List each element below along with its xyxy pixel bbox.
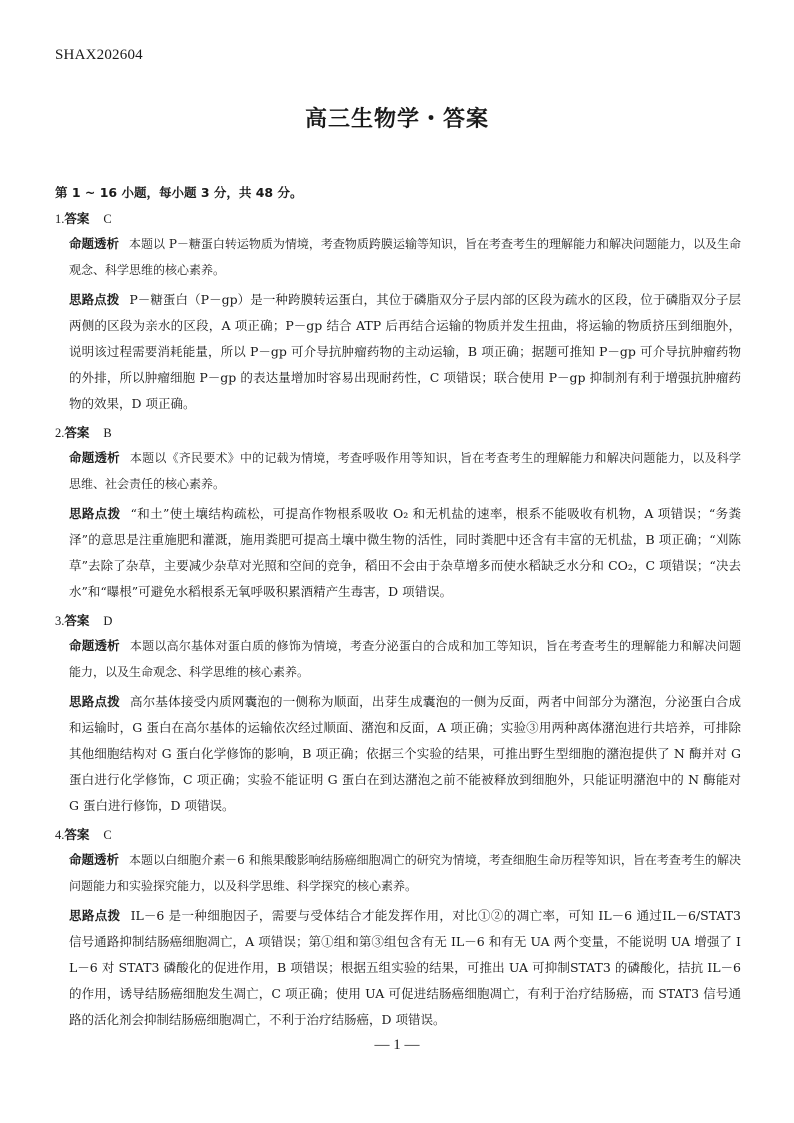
analysis-label: 命题透析 (69, 852, 120, 867)
question-number: 1. (55, 212, 65, 226)
page-number: — 1 — (374, 1037, 420, 1053)
analysis-text: 本题以《齐民要术》中的记载为情境，考查呼吸作用等知识，旨在考查考生的理解能力和解决问题能力，以及科学思维、社会责任的核心素养。 (69, 451, 741, 491)
explanation-label: 思路点拨 (69, 506, 121, 521)
analysis-text: 本题以白细胞介素－6 和熊果酸影响结肠癌细胞凋亡的研究为情境，考查细胞生命历程等知识，旨在考查考生的解决问题能力和实验探究能力，以及科学思维、科学探究的核心素养。 (69, 853, 741, 893)
explanation-text: 高尔基体接受内质网囊泡的一侧称为顺面，出芽生成囊泡的一侧为反面，两者中间部分为潴泡，分泌蛋白合成和运输时，G 蛋白在高尔基体的运输依次经过顺面、潴泡和反面，A 项正确；实验③用两种离体潴泡进行共培养，可排除其他细胞结构对 G 蛋白化学修饰的影响，B 项正确；依据三个实验的结果，可推出野生型细胞的潴泡提供了 N 酶并对 G 蛋白进行化学修饰，C 项正确；实验不能证明 G 蛋白在到达潴泡之前不能被释放到细胞外，只能证明潴泡中的 N 酶能对 G 蛋白进行修饰，D 项错误。 (69, 694, 741, 813)
question-2 (55, 421, 741, 605)
explanation-paragraph (69, 903, 741, 1033)
explanation-text: “和土”使土壤结构疏松，可提高作物根系吸收 O₂ 和无机盐的速率，根系不能吸收有机物，A 项错误；“务粪泽”的意思是注重施肥和灌溉，施用粪肥可提高土壤中微生物的活性，同时粪肥中还含有丰富的无机盐，B 项正确；“刈陈草”去除了杂草，主要减少杂草对光照和空间的竞争，稻田不会由于杂草增多而使水稻缺乏水分和 CO₂，C 项错误；“决去水”和“曝根”可避免水稻根系无氧呼吸积累酒精产生毒害，D 项错误。 (69, 506, 741, 599)
analysis-paragraph (69, 231, 741, 283)
analysis-paragraph (69, 847, 741, 899)
document-code: SHAX202604 (55, 47, 143, 63)
question-number: 3. (55, 614, 65, 628)
analysis-text: 本题以 P－糖蛋白转运物质为情境，考查物质跨膜运输等知识，旨在考查考生的理解能力和解决问题能力，以及生命观念、科学思维的核心素养。 (69, 237, 741, 277)
answer-label: 答案 (64, 211, 90, 226)
question-3 (55, 609, 741, 819)
question-3-answer-line (55, 609, 741, 633)
answer-value: B (103, 426, 112, 440)
page-title: 高三生物学・答案 (304, 107, 489, 132)
explanation-label: 思路点拨 (69, 908, 121, 923)
explanation-text: IL－6 是一种细胞因子，需要与受体结合才能发挥作用，对比①②的凋亡率，可知 IL－6 通过IL－6/STAT3 信号通路抑制结肠癌细胞凋亡，A 项错误；第①组和第③组包含有无 IL－6 和有无 UA 两个变量，不能说明 UA 增强了 IL－6 对 STAT3 磷酸化的促进作用，B 项错误；根据五组实验的结果，可推出 UA 可抑制STAT3 的磷酸化，拮抗 IL－6 的作用，诱导结肠癌细胞发生凋亡，C 项正确；使用 UA 可促进结肠癌细胞凋亡，有利于治疗结肠癌，而 STAT3 信号通路的活化剂会抑制结肠癌细胞凋亡，不利于治疗结肠癌，D 项错误。 (69, 908, 741, 1027)
explanation-text: P－糖蛋白（P－gp）是一种跨膜转运蛋白，其位于磷脂双分子层内部的区段为疏水的区段，位于磷脂双分子层两侧的区段为亲水的区段，A 项正确；P－gp 结合 ATP 后再结合运输的物质并发生扭曲，将运输的物质挤压到细胞外，说明该过程需要消耗能量，所以 P－gp 可介导抗肿瘤药物的主动运输，B 项正确；据题可推知 P－gp 可介导抗肿瘤药物的外排，所以肿瘤细胞 P－gp 的表达量增加时容易出现耐药性，C 项错误；联合使用 P－gp 抑制剂有利于增强抗肿瘤药物的效果，D 项正确。 (69, 292, 741, 411)
analysis-label: 命题透析 (69, 236, 120, 251)
section-header: 第 1 ~ 16 小题，每小题 3 分，共 48 分。 (55, 185, 303, 200)
analysis-paragraph (69, 633, 741, 685)
answer-value: C (103, 212, 112, 226)
analysis-paragraph (69, 445, 741, 497)
answer-value: D (103, 614, 113, 628)
explanation-label: 思路点拨 (69, 292, 120, 307)
explanation-label: 思路点拨 (69, 694, 120, 709)
analysis-text: 本题以高尔基体对蛋白质的修饰为情境，考查分泌蛋白的合成和加工等知识，旨在考查考生的理解能力和解决问题能力，以及生命观念、科学思维的核心素养。 (69, 639, 741, 679)
answer-label: 答案 (64, 613, 90, 628)
answer-label: 答案 (64, 425, 90, 440)
question-2-answer-line (55, 421, 741, 445)
answer-value: C (103, 828, 112, 842)
analysis-label: 命题透析 (69, 450, 120, 465)
question-1 (55, 207, 741, 417)
answer-content (55, 183, 741, 1037)
explanation-paragraph (69, 287, 741, 417)
explanation-paragraph (69, 501, 741, 605)
answer-label: 答案 (64, 827, 90, 842)
question-4 (55, 823, 741, 1033)
question-number: 2. (55, 426, 65, 440)
question-number: 4. (55, 828, 65, 842)
question-4-answer-line (55, 823, 741, 847)
question-1-answer-line (55, 207, 741, 231)
analysis-label: 命题透析 (69, 638, 120, 653)
explanation-paragraph (69, 689, 741, 819)
